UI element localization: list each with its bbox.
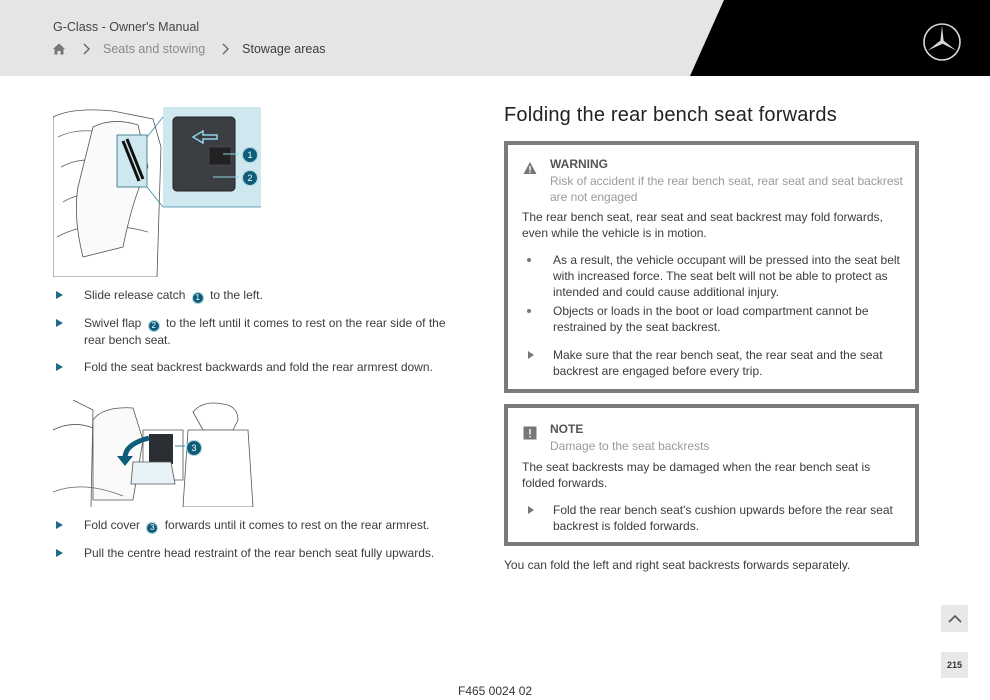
home-icon[interactable]: [52, 42, 66, 56]
callout-2-inline: 2: [148, 320, 160, 332]
step-pull-head-restraint: [56, 545, 456, 561]
bullet-dot: [527, 309, 531, 313]
step-text: forwards until it comes to rest on the rear armrest.: [164, 518, 430, 532]
callout-2: 2: [242, 170, 258, 186]
step-arrow-icon: [56, 549, 63, 557]
callout-3-inline: 3: [146, 522, 158, 534]
step-fold-cover: [56, 517, 456, 534]
step-text: Swivel flap: [84, 316, 142, 330]
warning-triangle-icon: [523, 161, 537, 175]
step-arrow-icon: [56, 521, 63, 529]
note-label: NOTE: [550, 422, 584, 436]
manual-title: G-Class - Owner's Manual: [53, 20, 200, 34]
breadcrumb-link-seats[interactable]: Seats and stowing: [103, 42, 206, 56]
step-arrow-icon: [528, 351, 534, 359]
step-swivel-flap: [56, 315, 456, 348]
callout-1-inline: 1: [192, 292, 204, 304]
step-fold-backrest: [56, 359, 456, 375]
chevron-right-icon: [221, 43, 229, 55]
note-text: The seat backrests may be damaged when the rear bench seat is folded forwards.: [522, 460, 871, 490]
step-arrow-icon: [528, 506, 534, 514]
bullet-text: Objects or loads in the boot or load compartment cannot be restrained by the seat backrest.: [553, 304, 869, 334]
step-arrow-icon: [56, 291, 63, 299]
scroll-to-top-button[interactable]: [941, 605, 968, 632]
note-exclamation-icon: [523, 426, 537, 440]
step-text: to the left.: [210, 288, 263, 302]
action-text: Make sure that the rear bench seat, the rear seat and the seat backrest are engaged before every trip.: [553, 348, 883, 378]
warning-bullet: [522, 252, 902, 300]
chevron-up-icon: [948, 614, 962, 623]
step-text: Fold cover: [84, 518, 141, 532]
callout-3: 3: [186, 440, 202, 456]
breadcrumb-current: Stowage areas: [242, 42, 326, 56]
callout-1: 1: [242, 147, 258, 163]
note-subtitle: Damage to the seat backrests: [550, 439, 710, 453]
warning-label: WARNING: [550, 157, 608, 171]
figure-fold-cover: [53, 400, 258, 507]
body-text: You can fold the left and right seat backrests forwards separately.: [504, 558, 851, 572]
page-number: 215: [941, 652, 968, 678]
step-arrow-icon: [56, 319, 63, 327]
figure-release-catch: [53, 107, 261, 277]
bullet-dot: [527, 258, 531, 262]
step-slide-release-catch: [56, 287, 456, 304]
action-text: Fold the rear bench seat's cushion upwards before the rear seat backrest is folded forwards.: [553, 503, 893, 533]
chevron-right-icon: [82, 43, 90, 55]
bullet-text: As a result, the vehicle occupant will be pressed into the seat belt with increased force. The seat belt will not be able to protect as intended and could cause additional injury.: [553, 253, 900, 299]
page-header: [0, 0, 990, 76]
step-text: Fold the seat backrest backwards and fold the rear armrest down.: [84, 360, 433, 374]
step-text: Pull the centre head restraint of the rear bench seat fully upwards.: [84, 546, 435, 560]
warning-action: [522, 347, 902, 379]
warning-bullet: [522, 303, 902, 335]
note-box: [504, 404, 919, 546]
breadcrumb: [52, 42, 326, 56]
step-text: Slide release catch: [84, 288, 186, 302]
step-text: to the left until it comes to rest on the rear side of the rear bench seat.: [84, 316, 446, 347]
mercedes-star-logo[interactable]: [922, 22, 962, 62]
note-action: [522, 502, 902, 534]
document-code: F465 0024 02: [458, 684, 533, 698]
warning-subtitle: Risk of accident if the rear bench seat, rear seat and seat backrest are not engaged: [550, 174, 903, 204]
warning-text: The rear bench seat, rear seat and seat backrest may fold forwards, even while the vehicle is in motion.: [522, 210, 883, 240]
warning-box: [504, 141, 919, 393]
step-arrow-icon: [56, 363, 63, 371]
section-heading: Folding the rear bench seat forwards: [504, 104, 837, 126]
